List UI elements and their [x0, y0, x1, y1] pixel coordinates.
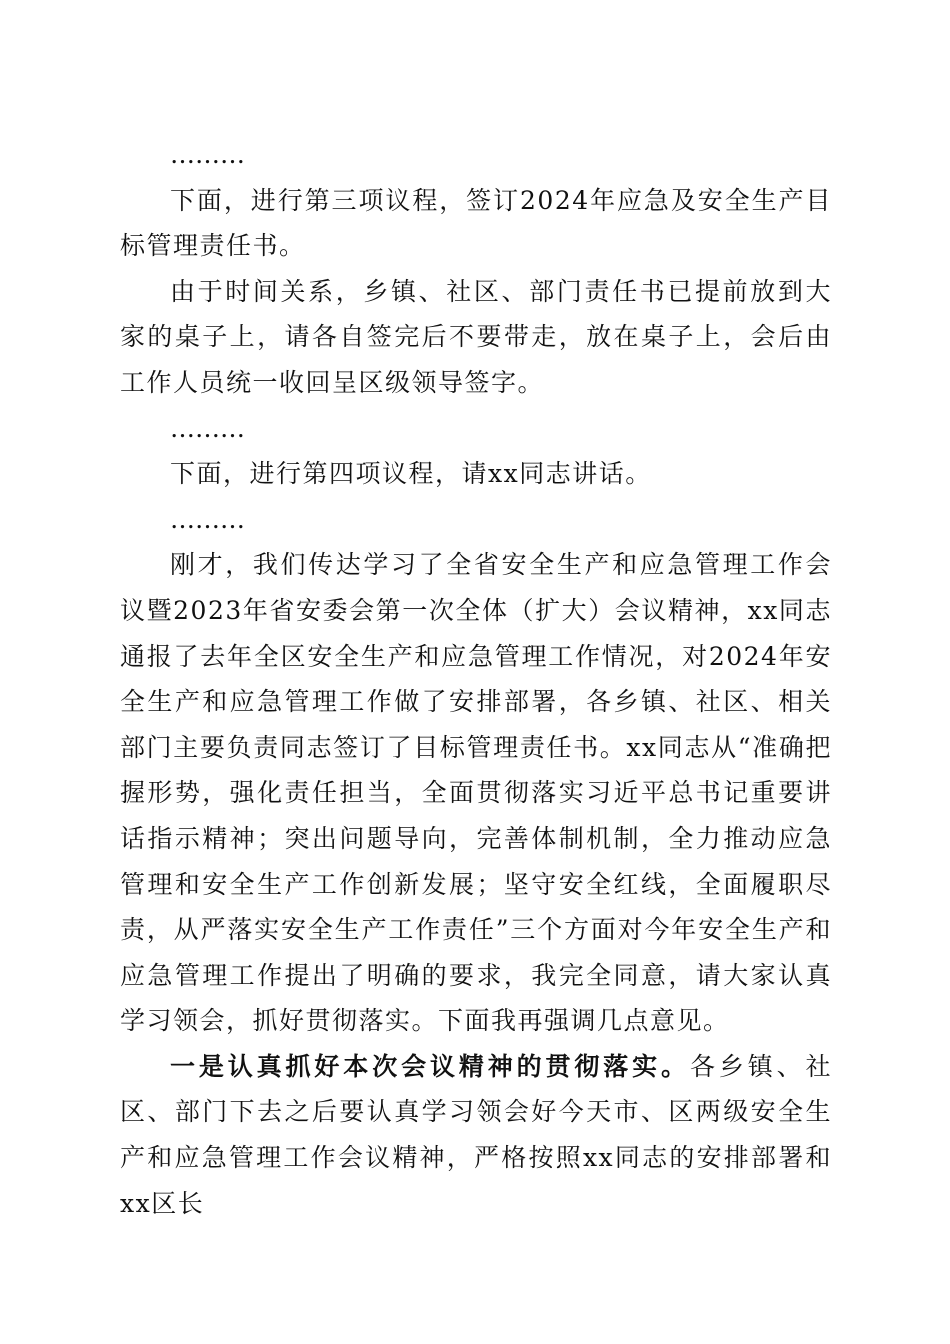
paragraph-point-one — [120, 1044, 832, 1226]
point-one-heading: 一是认真抓好本次会议精神的贯彻落实。 — [170, 1051, 690, 1081]
point-one-body: 各乡镇、社区、部门下去之后要认真学习领会好今天市、区两级安全生产和应急管理工作会议精神，严格按照xx同志的安排部署和xx区长 — [120, 1051, 832, 1218]
ellipsis-separator: ……… — [170, 413, 245, 443]
paragraph-responsibility-letters: 由于时间关系，乡镇、社区、部门责任书已提前放到大家的桌子上，请各自签完后不要带走，放在桌子上，会后由工作人员统一收回呈区级领导签字。 — [120, 276, 832, 397]
paragraph-agenda-item-3: 下面，进行第三项议程，签订2024年应急及安全生产目标管理责任书。 — [120, 185, 832, 261]
document-page — [120, 132, 832, 1226]
ellipsis-separator: ……… — [170, 504, 245, 534]
paragraph-meeting-summary: 刚才，我们传达学习了全省安全生产和应急管理工作会议暨2023年省安委会第一次全体（扩大）会议精神，xx同志通报了去年全区安全生产和应急管理工作情况，对2024年安全生产和应急管理工作做了安排部署，各乡镇、社区、相关部门主要负责同志签订了目标管理责任书。xx同志从“准确把握形势，强化责任担当，全面贯彻落实习近平总书记重要讲话指示精神；突出问题导向，完善体制机制，全力推动应急管理和安全生产工作创新发展；坚守安全红线，全面履职尽责，从严落实安全生产工作责任”三个方面对今年安全生产和应急管理工作提出了明确的要求，我完全同意，请大家认真学习领会，抓好贯彻落实。下面我再强调几点意见。 — [120, 550, 832, 1036]
paragraph-agenda-item-4: 下面，进行第四项议程，请xx同志讲话。 — [170, 459, 652, 489]
ellipsis-separator: ……… — [170, 140, 245, 169]
